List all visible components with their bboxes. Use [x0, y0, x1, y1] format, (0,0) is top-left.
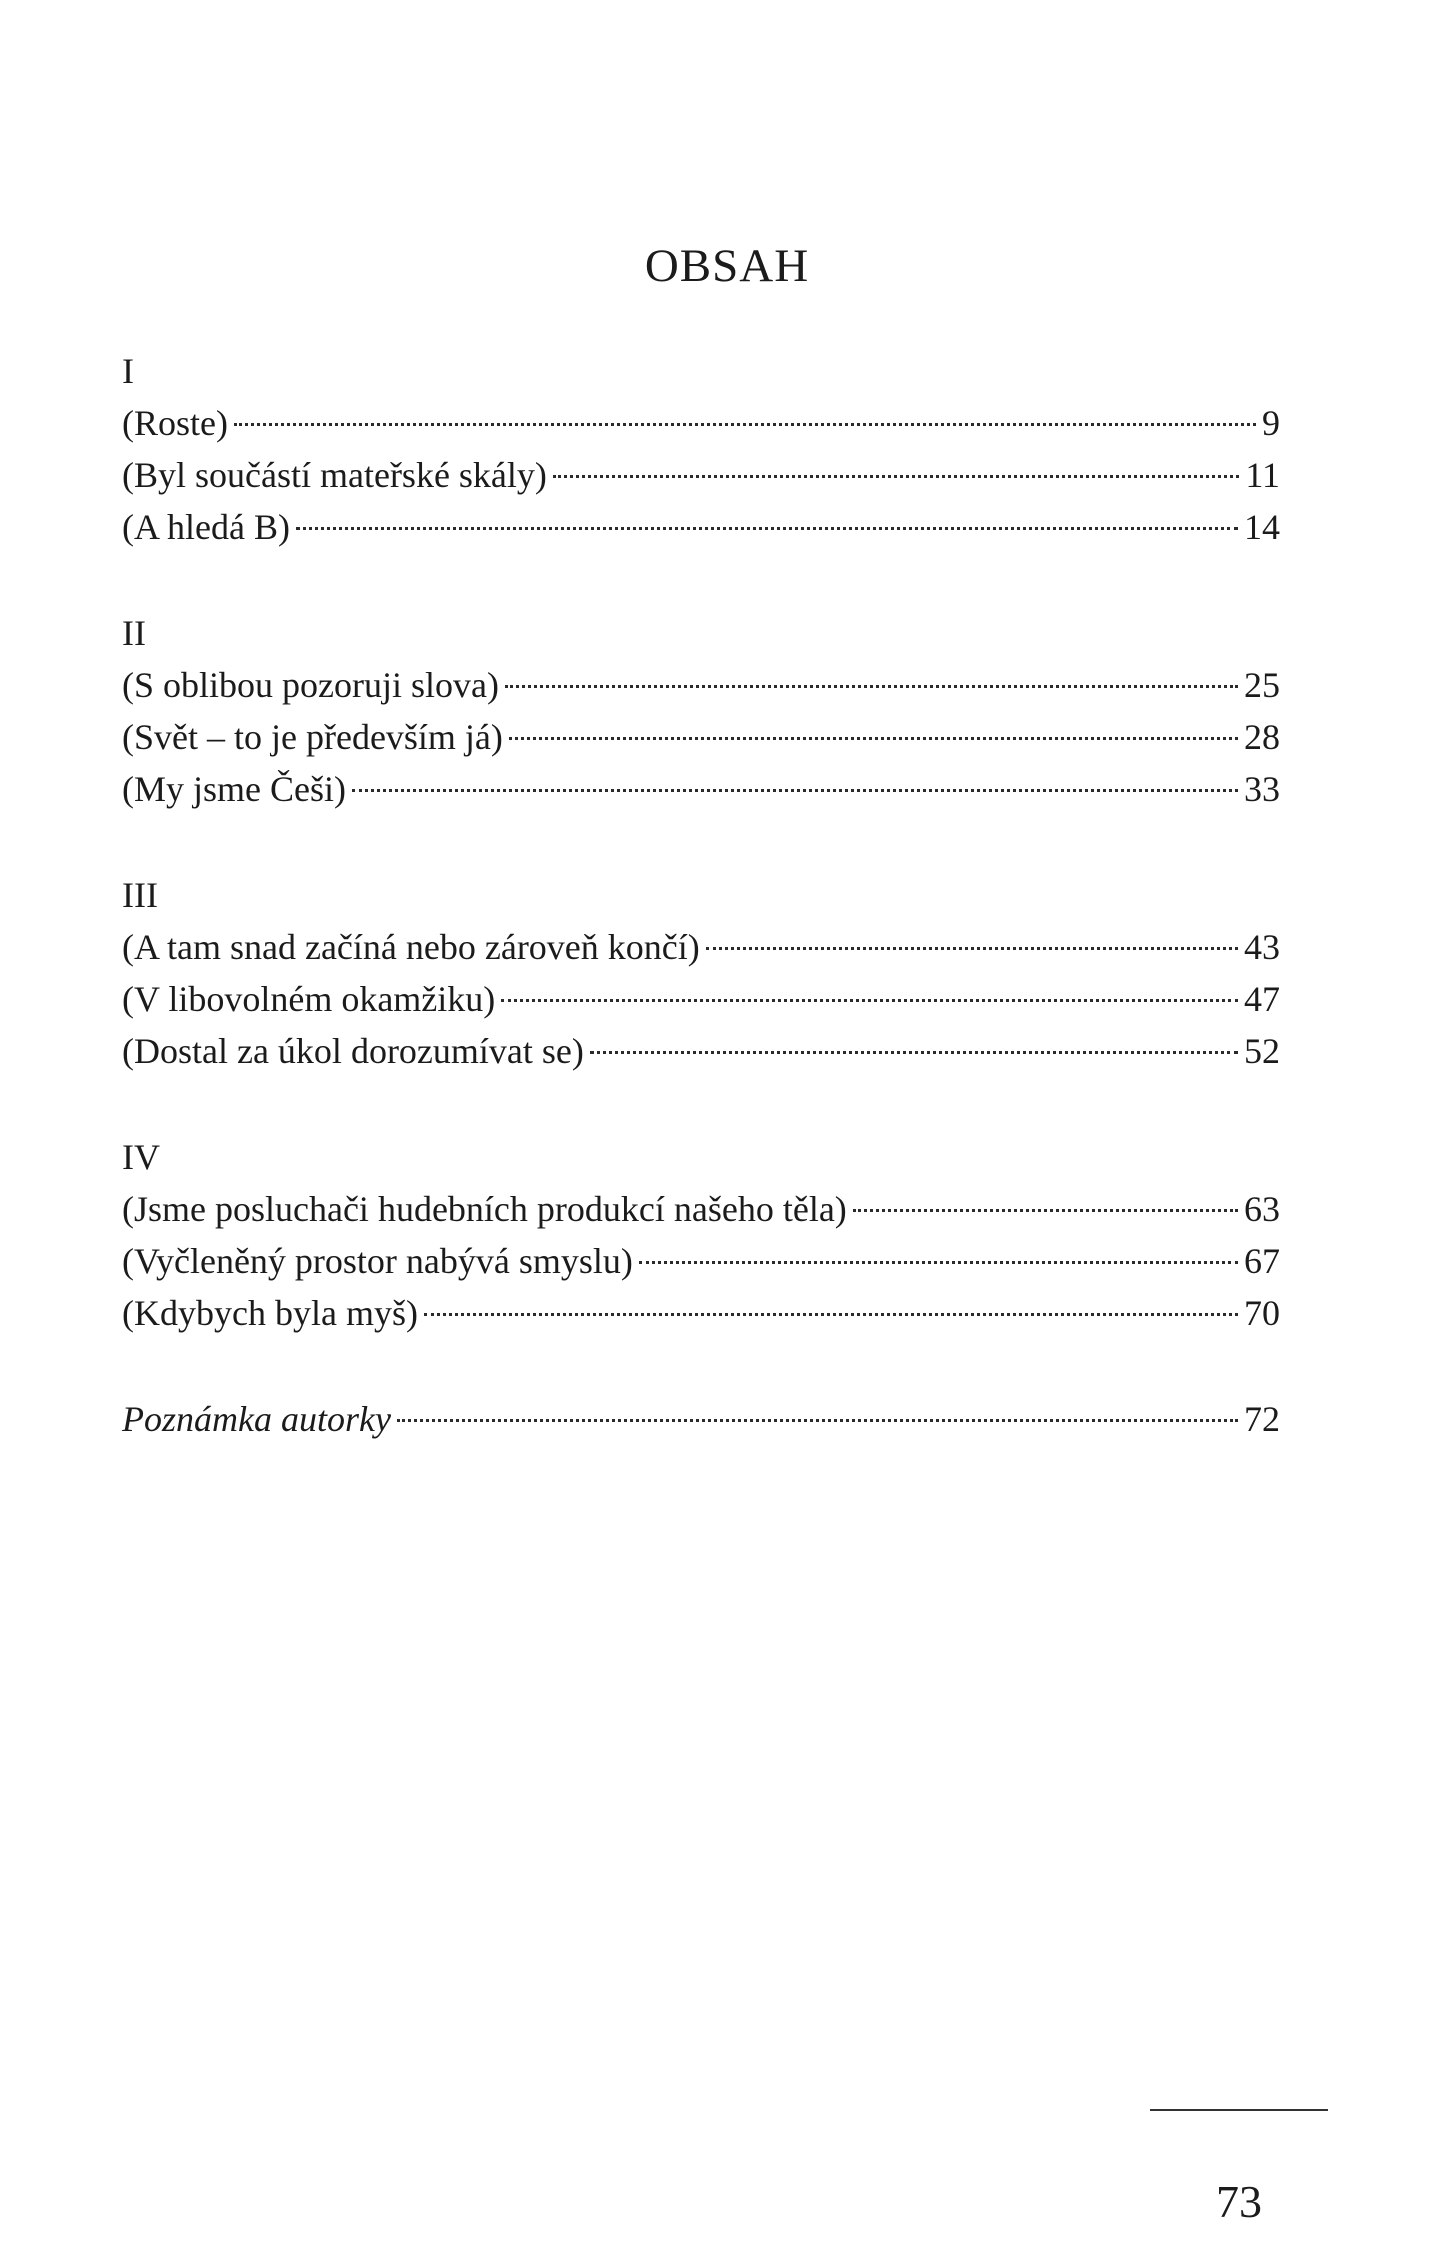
section-numeral: III — [122, 875, 158, 915]
section-numeral: I — [122, 351, 134, 391]
entry-title: (My jsme Češi) — [122, 769, 346, 809]
toc-entry — [122, 973, 1280, 1025]
page-number: 73 — [1216, 2176, 1262, 2227]
toc-entry — [122, 397, 1280, 449]
dot-leader — [296, 527, 1238, 530]
dot-leader — [706, 947, 1238, 950]
entry-page: 70 — [1244, 1293, 1280, 1333]
dot-leader — [590, 1051, 1238, 1054]
dot-leader — [424, 1313, 1238, 1316]
entry-page: 52 — [1244, 1031, 1280, 1071]
entry-title: (Jsme posluchači hudebních produkcí našeho těla) — [122, 1189, 847, 1229]
entry-title: (A tam snad začíná nebo zároveň končí) — [122, 927, 700, 967]
entry-title: (A hledá B) — [122, 507, 290, 547]
entry-page: 33 — [1244, 769, 1280, 809]
toc-entry — [122, 659, 1280, 711]
entry-title: (V libovolném okamžiku) — [122, 979, 496, 1019]
entry-page: 72 — [1244, 1399, 1280, 1439]
entry-page: 43 — [1244, 927, 1280, 967]
toc-entry — [122, 449, 1280, 501]
entry-page: 9 — [1262, 403, 1280, 443]
section-numeral: IV — [122, 1137, 160, 1177]
entry-page: 11 — [1245, 455, 1280, 495]
entry-title: (S oblibou pozoruji slova) — [122, 665, 499, 705]
entry-page: 25 — [1244, 665, 1280, 705]
toc-section-1 — [122, 345, 1280, 553]
dot-leader — [639, 1261, 1238, 1264]
entry-page: 67 — [1244, 1241, 1280, 1281]
dot-leader — [234, 423, 1256, 426]
entry-title: (Vyčleněný prostor nabývá smyslu) — [122, 1241, 633, 1281]
footer-rule — [1150, 2109, 1328, 2111]
toc-section-4 — [122, 1131, 1280, 1339]
entry-title: (Svět – to je především já) — [122, 717, 503, 757]
dot-leader — [397, 1419, 1238, 1422]
toc-section-2 — [122, 607, 1280, 815]
entry-title: (Byl součástí mateřské skály) — [122, 455, 547, 495]
toc-entry — [122, 1235, 1280, 1287]
toc-entry — [122, 1287, 1280, 1339]
dot-leader — [509, 737, 1238, 740]
toc-entry-note — [122, 1393, 1280, 1445]
entry-page: 47 — [1244, 979, 1280, 1019]
toc-note-section — [122, 1393, 1280, 1445]
toc-entry — [122, 1025, 1280, 1077]
toc-entry — [122, 763, 1280, 815]
entry-page: 14 — [1244, 507, 1280, 547]
entry-page: 28 — [1244, 717, 1280, 757]
entry-title: (Kdybych byla myš) — [122, 1293, 418, 1333]
toc-entry — [122, 711, 1280, 763]
section-numeral: II — [122, 613, 146, 653]
table-of-contents — [122, 345, 1280, 1499]
toc-section-3 — [122, 869, 1280, 1077]
dot-leader — [853, 1209, 1238, 1212]
dot-leader — [553, 475, 1239, 478]
entry-title: Poznámka autorky — [122, 1399, 391, 1439]
dot-leader — [352, 789, 1238, 792]
page-title: OBSAH — [644, 240, 810, 292]
dot-leader — [505, 685, 1238, 688]
toc-entry — [122, 1183, 1280, 1235]
entry-page: 63 — [1244, 1189, 1280, 1229]
toc-entry — [122, 501, 1280, 553]
toc-entry — [122, 921, 1280, 973]
dot-leader — [501, 999, 1238, 1002]
entry-title: (Dostal za úkol dorozumívat se) — [122, 1031, 584, 1071]
entry-title: (Roste) — [122, 403, 228, 443]
